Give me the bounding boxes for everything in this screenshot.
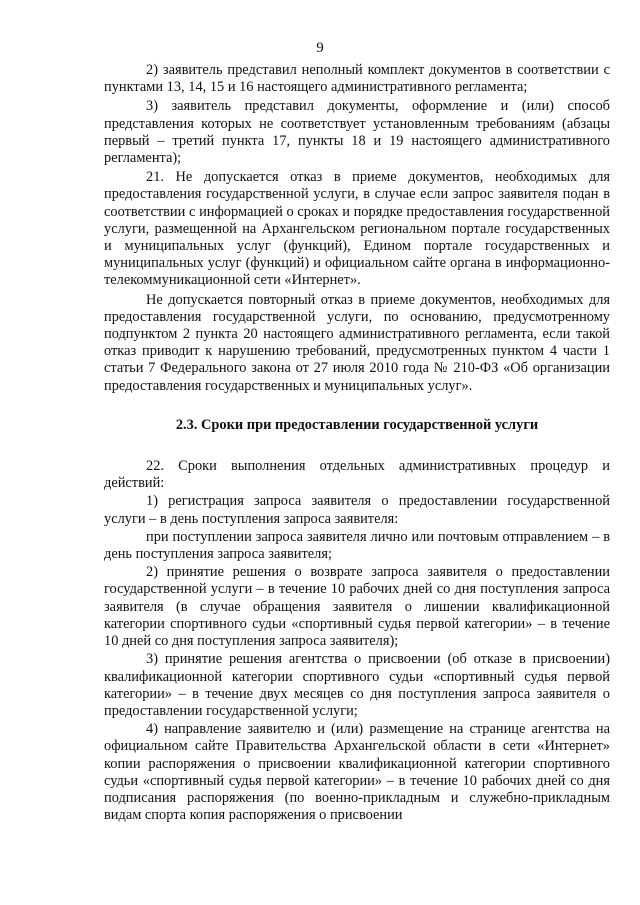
paragraph-22-item-3: 3) принятие решения агентства о присвоении (об отказе в присвоении) квалификационной категории спортивного судьи «спортивный судья первой категории» – в течение двух месяцев со дня поступления запроса заявителя о предоставлении государственной услуги; [104, 651, 610, 719]
paragraph-22-item-4: 4) направление заявителю и (или) размещение на странице агентства на официальном сайте Правительства Архангельской области в сети «Интернет» копии распоряжения о присвоении квалификационной категории спортивного судьи «спортивный судья первой категории» – в течение 10 рабочих дней со дня подписания распоряжения (по военно-прикладным и служебно-прикладным видам спорта копия распоряжения о присвоении [104, 721, 610, 824]
paragraph-item-2: 2) заявитель представил неполный комплект документов в соответствии с пунктами 13, 14, 15 и 16 настоящего административного регламента; [104, 62, 610, 96]
page-number: 9 [316, 40, 324, 56]
paragraph-22-item-2: 2) принятие решения о возврате запроса заявителя о предоставлении государственной услуги – в течение 10 рабочих дней со дня поступления запроса заявителя (в случае обращения заявителя о лишении квалификационной категории спортивного судьи «спортивный судья первой категории» – в течение 10 дней со дня поступления запроса заявителя); [104, 564, 610, 650]
paragraph-22-item-1: 1) регистрация запроса заявителя о предоставлении государственной услуги – в день поступления запроса заявителя: [104, 493, 610, 527]
document-body [104, 62, 610, 824]
paragraph-item-3: 3) заявитель представил документы, оформление и (или) способ представления которых не соответствует установленным требованиям (абзацы первый – третий пункта 17, пункты 18 и 19 настоящего административного регламента); [104, 98, 610, 167]
paragraph-21: 21. Не допускается отказ в приеме документов, необходимых для предоставления государственной услуги, в случае если запрос заявителя подан в соответствии с информацией о сроках и порядке предоставления государственной услуги, размещенной на Архангельском региональном портале государственных и муниципальных услуг (функций), Едином портале государственных и муниципальных услуг (функций) и официальном сайте органа в информационно-телекоммуникационной сети «Интернет». [104, 169, 610, 289]
paragraph-22-item-1-sub: при поступлении запроса заявителя лично или почтовым отправлением – в день поступления запроса заявителя; [104, 528, 610, 563]
paragraph-repeat-refusal: Не допускается повторный отказ в приеме документов, необходимых для предоставления государственной услуги, по основанию, предусмотренному подпунктом 2 пункта 20 настоящего административного регламента, если такой отказ приводит к нарушению требований, предусмотренных пунктом 4 части 1 статьи 7 Федерального закона от 27 июля 2010 года № 210-ФЗ «Об организации предоставления государственных и муниципальных услуг». [104, 291, 610, 394]
paragraph-22: 22. Сроки выполнения отдельных административных процедур и действий: [104, 458, 610, 492]
section-heading: 2.3. Сроки при предоставлении государственной услуги [175, 416, 539, 433]
